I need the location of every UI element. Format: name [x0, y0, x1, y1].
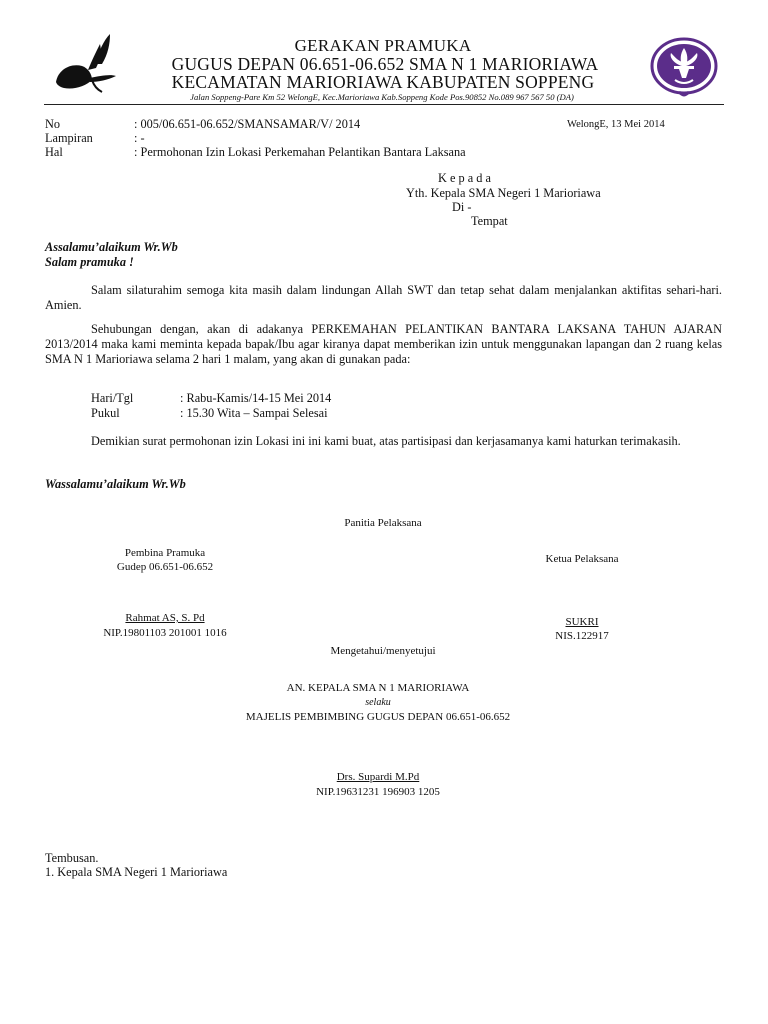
- address-line: Jalan Soppeng-Pare Km 52 WelongE, Kec.Marioriawa Kab.Soppeng Kode Pos.90852 No.089 967 567 50 (DA): [190, 92, 574, 102]
- no-value: : 005/06.651-06.652/SMANSAMAR/V/ 2014: [134, 117, 361, 131]
- pukul-label: Pukul: [91, 406, 120, 420]
- kepada-label: K e p a d a: [438, 171, 491, 185]
- tunas-kelapa-logo: [52, 30, 118, 96]
- scout-greeting: Salam pramuka !: [45, 255, 134, 269]
- ketua-title: Ketua Pelaksana: [545, 553, 619, 565]
- header-divider: [44, 104, 724, 105]
- closing-greeting: Wassalamu’alaikum Wr.Wb: [45, 477, 186, 491]
- kepsek-line-1: AN. KEPALA SMA N 1 MARIORIAWA: [286, 682, 470, 694]
- recipient-di: Di -: [452, 200, 472, 214]
- ketua-name: SUKRI: [565, 616, 599, 628]
- hari-value: : Rabu-Kamis/14-15 Mei 2014: [180, 391, 332, 405]
- pukul-value: : 15.30 Wita – Sampai Selesai: [180, 406, 328, 420]
- lampiran-label: Lampiran: [45, 131, 93, 145]
- panitia-label: Panitia Pelaksana: [344, 517, 422, 529]
- pembina-title: Pembina Pramuka: [124, 547, 206, 559]
- opening-greeting: Assalamu’alaikum Wr.Wb: [45, 240, 178, 254]
- ketua-nis: NIS.122917: [555, 630, 609, 642]
- kepsek-line-3: MAJELIS PEMBIMBING GUGUS DEPAN 06.651-06.652: [245, 711, 511, 723]
- hal-value: : Permohonan Izin Lokasi Perkemahan Pelantikan Bantara Laksana: [134, 145, 466, 159]
- hal-label: Hal: [45, 145, 63, 159]
- kepsek-line-2: selaku: [365, 697, 391, 708]
- paragraph-3: Demikian surat permohonan izin Lokasi ini ini kami buat, atas partisipasi dan kerjasamanya kami haturkan terimakasih.: [91, 434, 681, 448]
- tembusan-label: Tembusan.: [45, 851, 99, 865]
- unit-name: GUGUS DEPAN 06.651-06.652 SMA N 1 MARIORIAWA: [171, 54, 599, 74]
- lampiran-value: : -: [134, 131, 145, 145]
- hari-label: Hari/Tgl: [91, 391, 134, 405]
- mengetahui-label: Mengetahui/menyetujui: [330, 645, 436, 657]
- pembina-nip: NIP.19801103 201001 1016: [103, 627, 227, 639]
- world-scout-emblem: [649, 36, 719, 100]
- paragraph-2: Sehubungan dengan, akan di adakanya PERKEMAHAN PELANTIKAN BANTARA LAKSANA TAHUN AJARAN 2013/2014 maka kami meminta kepada bapak/Ibu agar kiranya dapat memberikan izin untuk menggunakan lapangan dan 2 ruang kelas SMA N 1 Marioriawa selama 2 hari 1 malam, yang akan di gunakan pada:: [45, 322, 722, 366]
- org-name: GERAKAN PRAMUKA: [294, 36, 472, 55]
- recipient-tempat: Tempat: [471, 214, 508, 228]
- recipient-name: Yth. Kepala SMA Negeri 1 Marioriawa: [406, 186, 601, 200]
- kepsek-nip: NIP.19631231 196903 1205: [316, 786, 440, 798]
- pembina-unit: Gudep 06.651-06.652: [116, 561, 214, 573]
- no-label: No: [45, 117, 61, 131]
- tembusan-item-1: 1. Kepala SMA Negeri 1 Marioriawa: [45, 865, 228, 879]
- kepsek-name: Drs. Supardi M.Pd: [336, 771, 420, 783]
- paragraph-1: Salam silaturahim semoga kita masih dalam lindungan Allah SWT dan tetap sehat dalam menjalankan aktifitas sehari-hari. Amien.: [45, 283, 722, 312]
- pembina-name: Rahmat AS, S. Pd: [125, 612, 205, 624]
- letter-date: WelongE, 13 Mei 2014: [567, 119, 665, 130]
- district-name: KECAMATAN MARIORIAWA KABUPATEN SOPPENG: [171, 72, 595, 92]
